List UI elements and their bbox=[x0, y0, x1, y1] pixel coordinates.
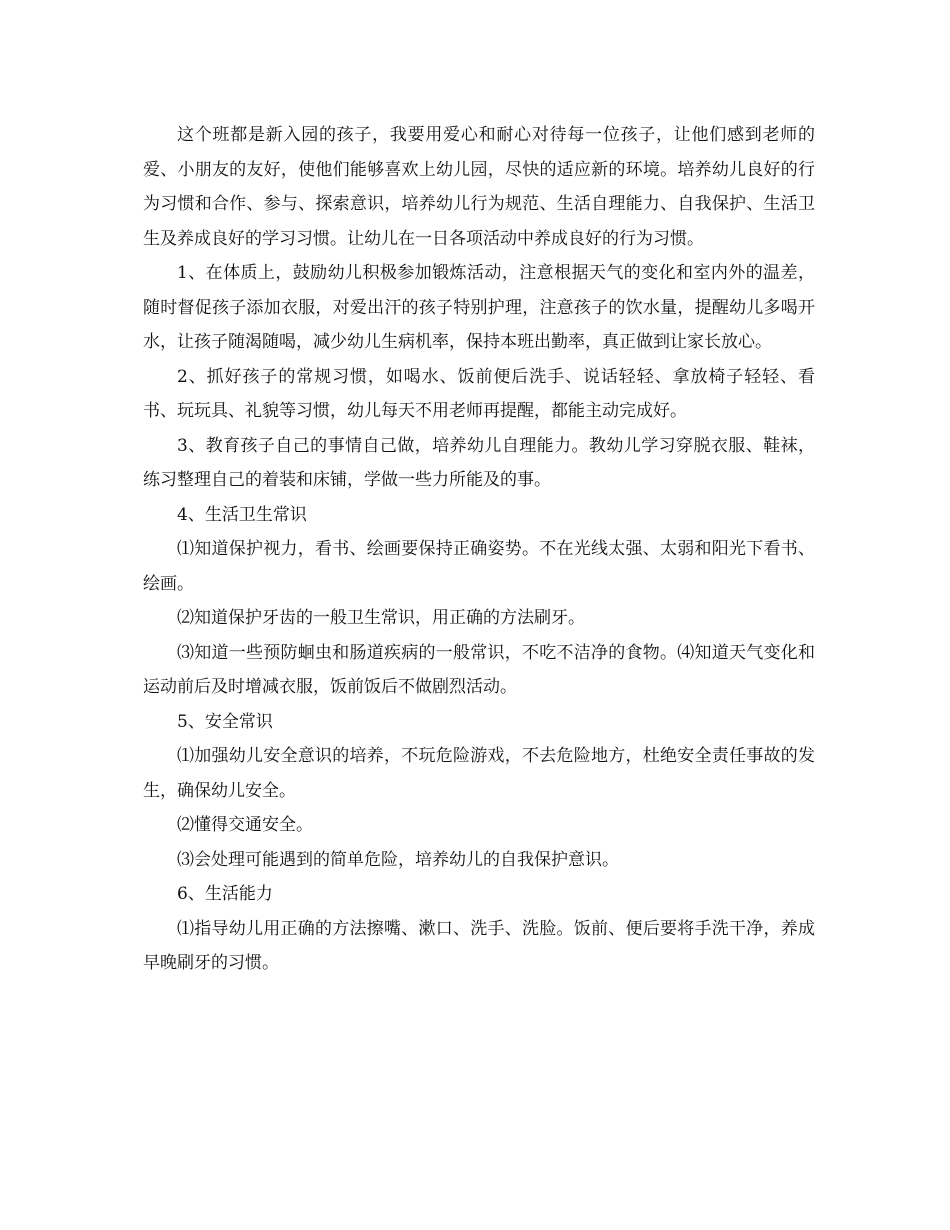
paragraph-item-5-1: ⑴加强幼儿安全意识的培养，不玩危险游戏，不去危险地方，杜绝安全责任事故的发生，确保幼儿安全。 bbox=[143, 746, 815, 801]
heading-item-4: 4、生活卫生常识 bbox=[177, 504, 307, 525]
heading-item-6: 6、生活能力 bbox=[177, 884, 273, 904]
document-page bbox=[143, 118, 815, 981]
paragraph-item-4-2: ⑵知道保护牙齿的一般卫生常识，用正确的方法刷牙。 bbox=[177, 608, 585, 628]
paragraph-item-2: 2、抓好孩子的常规习惯，如喝水、饭前便后洗手、说话轻轻、拿放椅子轻轻、看书、玩玩具、礼貌等习惯，幼儿每天不用老师再提醒，都能主动完成好。 bbox=[143, 366, 815, 421]
paragraph-item-6-1: ⑴指导幼儿用正确的方法擦嘴、漱口、洗手、洗脸。饭前、便后要将手洗干净，养成早晚刷牙的习惯。 bbox=[143, 918, 815, 973]
paragraph-intro: 这个班都是新入园的孩子，我要用爱心和耐心对待每一位孩子，让他们感到老师的爱、小朋友的友好，使他们能够喜欢上幼儿园，尽快的适应新的环境。培养幼儿良好的行为习惯和合作、参与、探索意识，培养幼儿行为规范、生活自理能力、自我保护、生活卫生及养成良好的学习习惯。让幼儿在一日各项活动中养成良好的行为习惯。 bbox=[143, 125, 815, 249]
paragraph-item-5-3: ⑶会处理可能遇到的简单危险，培养幼儿的自我保护意识。 bbox=[177, 849, 619, 870]
paragraph-item-4-1: ⑴知道保护视力，看书、绘画要保持正确姿势。不在光线太强、太弱和阳光下看书、绘画。 bbox=[143, 539, 815, 594]
paragraph-item-5-2: ⑵懂得交通安全。 bbox=[177, 815, 313, 835]
paragraph-item-3: 3、教育孩子自己的事情自己做，培养幼儿自理能力。教幼儿学习穿脱衣服、鞋袜，练习整理自己的着装和床铺，学做一些力所能及的事。 bbox=[143, 435, 815, 490]
paragraph-item-1: 1、在体质上，鼓励幼儿积极参加锻炼活动，注意根据天气的变化和室内外的温差，随时督促孩子添加衣服，对爱出汗的孩子特别护理，注意孩子的饮水量，提醒幼儿多喝开水，让孩子随渴随喝，减少幼儿生病机率，保持本班出勤率，真正做到让家长放心。 bbox=[143, 263, 815, 352]
paragraph-item-4-3: ⑶知道一些预防蛔虫和肠道疾病的一般常识，不吃不洁净的食物。⑷知道天气变化和运动前后及时增减衣服，饭前饭后不做剧烈活动。 bbox=[143, 642, 815, 697]
heading-item-5: 5、安全常识 bbox=[177, 711, 273, 732]
